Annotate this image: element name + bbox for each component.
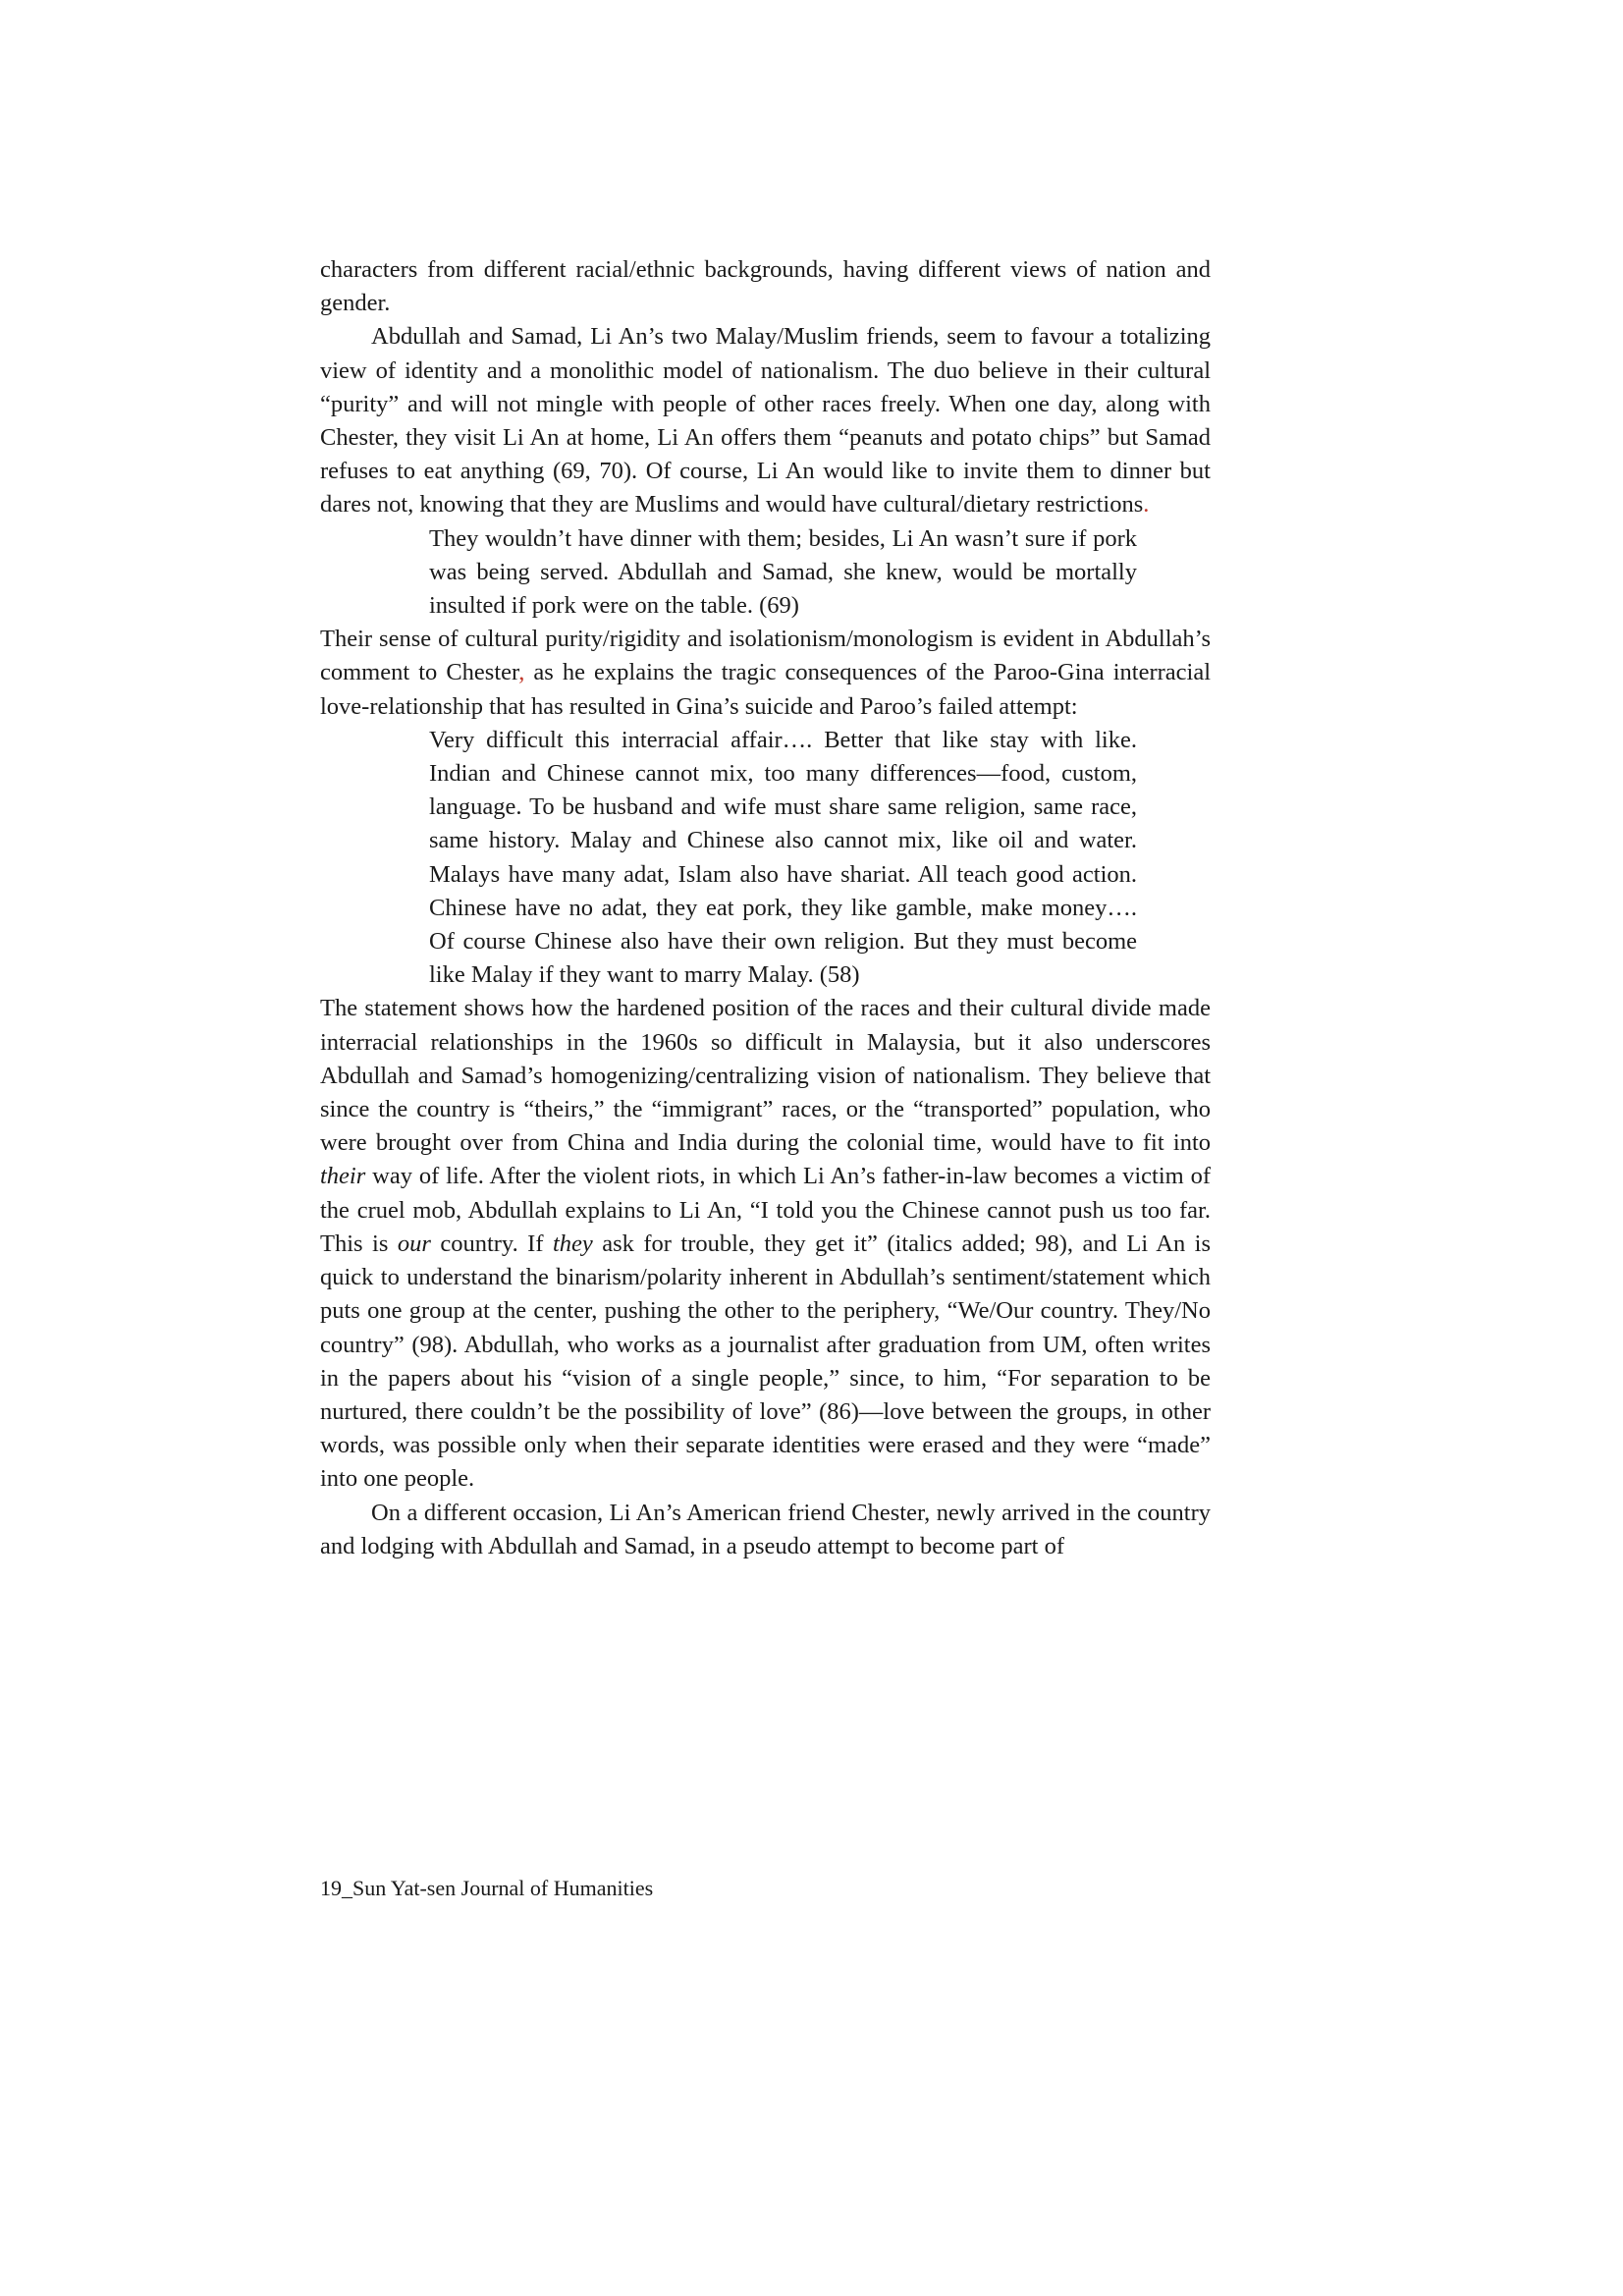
paragraph-2-text: Abdullah and Samad, Li An’s two Malay/Muslim friends, seem to favour a totalizing view of identity and a monolithic model of nationalism. The duo believe in their cultural “purity” and will not mingle with people of other races freely. When one day, along with Chester, they visit Li An at home, Li An offers them “peanuts and potato chips” but Samad refuses to eat anything (69, 70). Of course, Li An would like to invite them to dinner but dares not, knowing that they are Muslims and would have cultural/dietary restrictions: [320, 323, 1211, 519]
page-footer: 19_Sun Yat-sen Journal of Humanities: [320, 1876, 654, 1900]
paragraph-2-period: .: [1143, 491, 1150, 519]
paragraph-3: [320, 623, 1211, 724]
article-body: [320, 253, 1211, 1563]
block-quote-2: Very difficult this interracial affair…. Better that like stay with like. Indian and Chinese cannot mix, too many differences—food, custom, language. To be husband and wife must share same religion, same race, same history. Malay and Chinese also cannot mix, like oil and water. Malays have many adat, Islam also have shariat. All teach good action. Chinese have no adat, they eat pork, they like gamble, make money…. Of course Chinese also have their own religion. But they must become like Malay if they want to marry Malay. (58): [429, 726, 1137, 989]
paragraph-3-text-a: Their sense of cultural purity/rigidity and isolationism/monologism is evident in Abdullah’s comment to Chester: [320, 626, 1211, 686]
emphasis-our: our: [397, 1230, 431, 1257]
paragraph-4-text-d: ask for trouble, they get it” (italics added; 98), and Li An is quick to understand the binarism/polarity inherent in Abdullah’s sentiment/statement which puts one group at the center, pushing the other to the periphery, “We/Our country. They/No country” (98). Abdullah, who works as a journalist after graduation from UM, often writes in the papers about his “vision of a single people,” since, to him, “For separation to be nurtured, there couldn’t be the possibility of love” (86)—love between the groups, in other words, was possible only when their separate identities were erased and they were “made” into one people.: [320, 1230, 1211, 1493]
emphasis-they: they: [552, 1230, 593, 1257]
paragraph-1: [320, 253, 1211, 320]
emphasis-their: their: [320, 1163, 366, 1190]
block-quote-1: They wouldn’t have dinner with them; besides, Li An wasn’t sure if pork was being served. Abdullah and Samad, she knew, would be mortally insulted if pork were on the table. (69): [429, 524, 1137, 620]
paragraph-1-text: characters from different racial/ethnic backgrounds, having different views of nation and gender.: [320, 256, 1211, 317]
paragraph-2: [320, 320, 1211, 521]
paragraph-4-text-b: way of life. After the violent riots, in which Li An’s father-in-law becomes a victim of the cruel mob, Abdullah explains to Li An, “I told you the Chinese cannot push us too far. This is: [320, 1163, 1211, 1257]
paragraph-5: [320, 1497, 1211, 1563]
paragraph-3-comma: ,: [518, 659, 525, 686]
paragraph-3-text-b: as he explains the tragic consequences of the Paroo-Gina interracial love-relationship that has resulted in Gina’s suicide and Paroo’s failed attempt:: [320, 659, 1211, 720]
paragraph-4: [320, 992, 1211, 1496]
paragraph-5-text: On a different occasion, Li An’s American friend Chester, newly arrived in the country and lodging with Abdullah and Samad, in a pseudo attempt to become part of: [320, 1499, 1211, 1559]
paragraph-4-text-a: The statement shows how the hardened position of the races and their cultural divide made interracial relationships in the 1960s so difficult in Malaysia, but it also underscores Abdullah and Samad’s homogenizing/centralizing vision of nationalism. They believe that since the country is “theirs,” the “immigrant” races, or the “transported” population, who were brought over from China and India during the colonial time, would have to fit into: [320, 995, 1211, 1157]
paragraph-4-text-c: country. If: [430, 1230, 553, 1257]
